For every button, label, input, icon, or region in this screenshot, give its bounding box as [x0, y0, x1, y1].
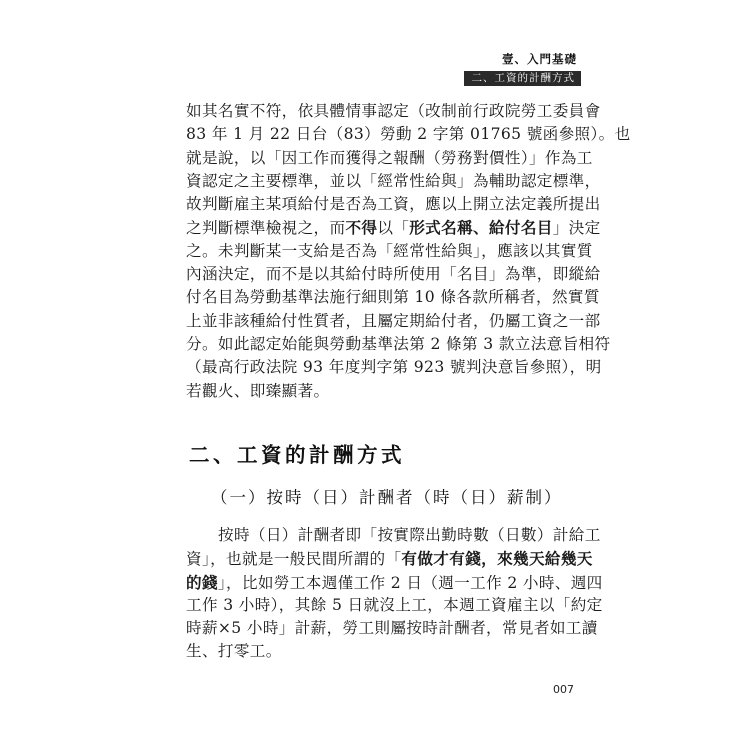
running-head-chapter: 壹、入門基礎	[502, 52, 577, 66]
paragraph-2	[186, 524, 603, 664]
paragraph-2-line-with-emphasis	[186, 571, 603, 594]
text-span: 」決定	[552, 219, 601, 238]
paragraph-1-line: 若觀火、即臻顯著。	[186, 381, 330, 400]
emphasis-text: 形式名稱、給付名目	[409, 218, 553, 238]
paragraph-2-line: 按時（日）計酬者即「按實際出勤時數（日數）計給工	[218, 526, 601, 544]
emphasis-text: 的錢	[186, 572, 218, 592]
emphasis-text: 不得	[345, 218, 378, 238]
paragraph-1-line: （最高行政法院 93 年度判字第 923 號判決意旨參照），明	[186, 358, 602, 377]
running-head	[464, 52, 582, 86]
emphasis-text: 有做才有錢，來幾天給幾天	[401, 549, 593, 569]
paragraph-2-line-with-emphasis	[186, 547, 593, 570]
paragraph-1	[186, 100, 631, 403]
paragraph-1-line: 就是說，以「因工作而獲得之報酬（勞務對價性）」作為工	[186, 148, 593, 167]
paragraph-2-line: 工作 3 小時），其餘 5 日就沒上工，本週工資雇主以「約定	[186, 595, 603, 614]
running-head-section-tab: 二、工資的計酬方式	[464, 71, 582, 86]
paragraph-1-line: 83 年 1 月 22 日台（83）勞動 2 字第 01765 號函參照）。也	[186, 125, 631, 144]
subsection-heading: （一）按時（日）計酬者（時（日）薪制）	[211, 488, 563, 507]
paragraph-1-line: 故判斷雇主某項給付是否為工資，應以上開立法定義所提出	[186, 195, 601, 214]
text-span: 之判斷標準檢視之，而	[186, 219, 346, 238]
paragraph-1-line: 分。如此認定始能與勞動基準法第 2 條第 3 款立法意旨相符	[186, 334, 611, 353]
paragraph-1-line: 付名目為勞動基準法施行細則第 10 條各款所稱者，然實質	[186, 288, 600, 307]
paragraph-1-line: 資認定之主要標準，並以「經常性給與」為輔助認定標準，	[186, 171, 601, 190]
section-heading: 二、工資的計酬方式	[189, 443, 405, 467]
paragraph-2-line: 生、打零工。	[186, 642, 282, 661]
text-span: 資」，也就是一般民間所謂的「	[186, 550, 402, 569]
paragraph-1-line: 之。未判斷某一支給是否為「經常性給與」，應該以其實質	[186, 241, 593, 260]
paragraph-2-line: 時薪×5 小時」計薪，勞工則屬按時計酬者，常見者如工讀	[186, 619, 598, 638]
paragraph-1-line: 如其名實不符，依具體情事認定（改制前行政院勞工委員會	[186, 102, 601, 120]
paragraph-1-line: 上並非該種給付性質者，且屬定期給付者，仍屬工資之一部	[186, 311, 601, 330]
text-span: 」，比如勞工本週僅工作 2 日（週一工作 2 小時、週四	[217, 573, 603, 592]
text-span: 以「	[377, 219, 410, 238]
paragraph-1-line-with-emphasis	[186, 216, 601, 239]
paragraph-1-line: 內涵決定，而不是以其給付時所使用「名目」為準，即縱給	[186, 265, 601, 284]
page-number: 007	[553, 683, 574, 696]
